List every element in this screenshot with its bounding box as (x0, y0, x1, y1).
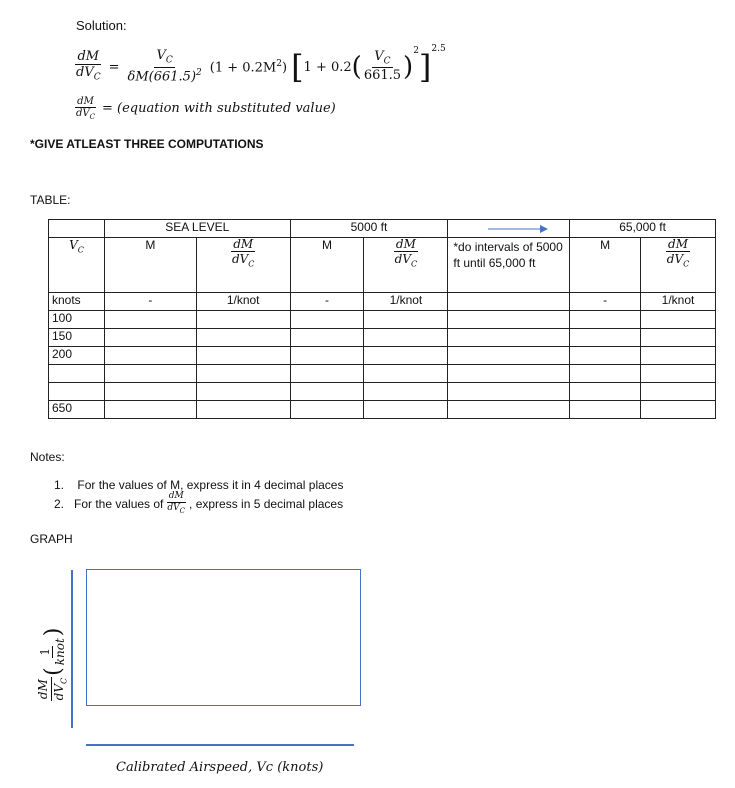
vc-fraction: $\frac{V_C}{\delta M(661.5)^2}$ (127, 48, 202, 85)
main-equation: $\frac{dM}{dV_C}$ = $\frac{V_C}{\delta M(661.5)^2}$ $(1 + 0.2M^2)$ [ 1 + 0.2 ( $\frac{V_C}{661.5}$ ) $^2$ ] $^{2.5}$ (76, 44, 446, 86)
unit-dm: 1/knot (364, 293, 448, 311)
table-row (49, 383, 716, 401)
table-row: 100 (49, 311, 716, 329)
header-dm: $\frac{dM}{dV_C}$ (196, 238, 290, 293)
unit-dm: 1/knot (196, 293, 290, 311)
table-row: 650 (49, 401, 716, 419)
graph-title: GRAPH (30, 532, 73, 546)
instruction-text: *GIVE ATLEAST THREE COMPUTATIONS (30, 137, 264, 151)
header-m: M (570, 238, 641, 293)
header-m: M (104, 238, 196, 293)
unit-m: - (570, 293, 641, 311)
y-axis-line (71, 570, 73, 728)
header-m: M (290, 238, 364, 293)
interval-note: *do intervals of 5000 ft until 65,000 ft (448, 238, 570, 293)
notes-title: Notes: (30, 450, 65, 464)
group-65000ft: 65,000 ft (570, 220, 716, 238)
unit-vc: knots (49, 293, 105, 311)
unit-m: - (104, 293, 196, 311)
table-row (49, 365, 716, 383)
y-axis-label: dM $dV_C$ ( 1 knot ) (36, 627, 68, 701)
graph-area (86, 569, 361, 706)
unit-dm: 1/knot (641, 293, 716, 311)
note-item: 2. For the values of $\frac{dM}{dV_C}$ , express in 5 decimal places (54, 491, 344, 515)
substituted-equation: $\frac{dM}{dV_C}$ = (equation with substituted value) (76, 96, 336, 121)
data-table (48, 219, 716, 419)
header-dm: $\frac{dM}{dV_C}$ (641, 238, 716, 293)
note-item: 1. For the values of M, express it in 4 decimal places (54, 478, 344, 492)
header-vc: $V_C$ (49, 238, 105, 293)
group-5000ft: 5000 ft (290, 220, 448, 238)
right-arrow-icon (488, 224, 548, 234)
unit-m: - (290, 293, 364, 311)
table-label: TABLE: (30, 193, 71, 207)
table-row: 150 (49, 329, 716, 347)
solution-title: Solution: (76, 18, 127, 33)
lhs-fraction: $\frac{dM}{dV_C}$ (76, 49, 101, 84)
group-sea-level: SEA LEVEL (104, 220, 290, 238)
x-axis-line (86, 744, 354, 746)
table-row: 200 (49, 347, 716, 365)
x-axis-label: Calibrated Airspeed, Vc (knots) (116, 760, 324, 775)
interval-arrow-cell (448, 220, 570, 238)
inner-fraction: $\frac{V_C}{661.5}$ (363, 48, 402, 84)
header-dm: $\frac{dM}{dV_C}$ (364, 238, 448, 293)
